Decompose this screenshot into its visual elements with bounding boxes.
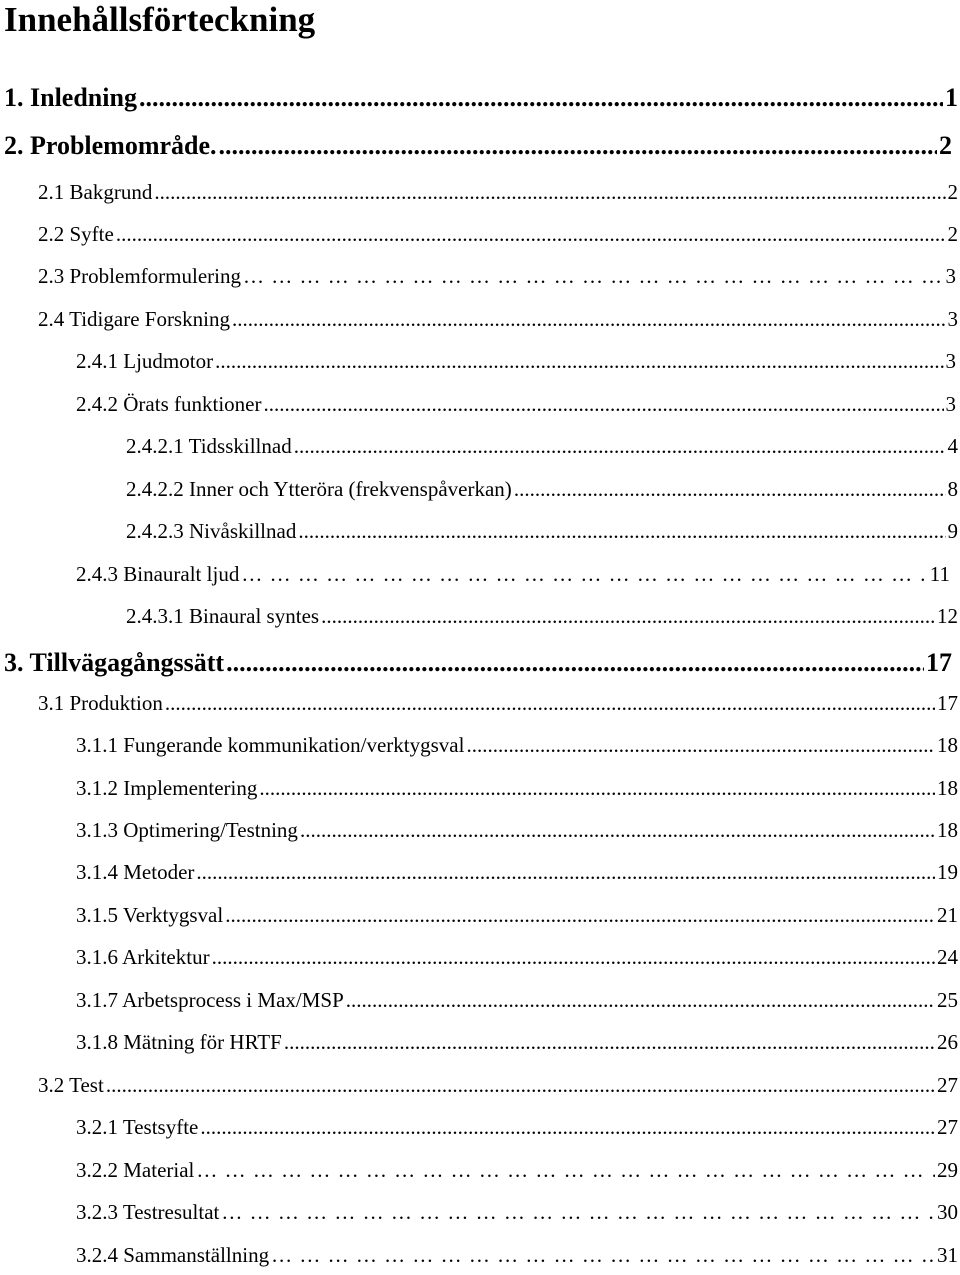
toc-entry-label: 2.4.1 Ljudmotor: [76, 349, 214, 373]
toc-entry-label: 2.3 Problemformulering: [38, 264, 241, 288]
toc-entry[interactable]: [38, 304, 958, 334]
toc-entry[interactable]: [76, 1197, 958, 1227]
toc-entry-label: 3.2 Test: [38, 1073, 104, 1097]
toc-entry[interactable]: [126, 474, 958, 504]
toc-entry-label: 3.2.1 Testsyfte: [76, 1115, 199, 1139]
toc-entry-label: 3. Tillvägagångssätt: [4, 648, 225, 677]
dot-leader: [226, 645, 924, 681]
dot-leader: [346, 985, 935, 1015]
dot-leader: [300, 815, 935, 845]
toc-entry-page-number: 8: [947, 477, 958, 501]
toc-entry-page-number: 3: [945, 264, 956, 288]
dot-leader: [294, 431, 946, 461]
toc-entry-label: 2.4.2.3 Nivåskillnad: [126, 519, 297, 543]
toc-entry[interactable]: [4, 80, 958, 116]
dot-leader: [221, 1197, 935, 1227]
dot-leader: [243, 261, 944, 291]
toc-entry-page-number: 3: [947, 307, 958, 331]
toc-entry-page-number: 19: [937, 860, 958, 884]
toc-entry[interactable]: [76, 389, 956, 419]
toc-entry-label: 3.1.4 Metoder: [76, 860, 195, 884]
toc-entry[interactable]: [76, 346, 956, 376]
toc-entry-page-number: 2: [947, 222, 958, 246]
toc-entry[interactable]: [38, 219, 958, 249]
toc-entry-page-number: 11: [929, 562, 950, 586]
toc-entry-label: 3.1.2 Implementering: [76, 776, 258, 800]
toc-entry[interactable]: [4, 645, 952, 681]
dot-leader: [215, 346, 943, 376]
toc-entry-label: 2.4 Tidigare Forskning: [38, 307, 230, 331]
toc-entry-label: 3.1.1 Fungerande kommunikation/verktygsval: [76, 733, 465, 757]
toc-entry[interactable]: [38, 1070, 958, 1100]
dot-leader: [225, 900, 935, 930]
toc-entry-page-number: 31: [937, 1243, 958, 1267]
toc-entry-page-number: 18: [937, 776, 958, 800]
toc-entry-label: 3.2.4 Sammanställning: [76, 1243, 270, 1267]
toc-entry-page-number: 9: [947, 519, 958, 543]
toc-entry[interactable]: [76, 1112, 958, 1142]
toc-entry-page-number: 25: [937, 988, 958, 1012]
toc-entry[interactable]: [38, 177, 958, 207]
toc-entry-page-number: 2: [947, 180, 958, 204]
toc-entry[interactable]: [38, 261, 956, 291]
dot-leader: [106, 1070, 935, 1100]
toc-entry[interactable]: [4, 128, 952, 164]
dot-leader: [196, 1155, 935, 1185]
toc-entry-page-number: 27: [937, 1115, 958, 1139]
dot-leader: [116, 219, 946, 249]
toc-entry-label: 3.1.3 Optimering/Testning: [76, 818, 298, 842]
toc-entry-page-number: 2: [939, 131, 952, 160]
toc-entry-page-number: 26: [937, 1030, 958, 1054]
toc-entry-page-number: 18: [937, 733, 958, 757]
toc-entry-label: 2. Problemområde.: [4, 131, 217, 160]
dot-leader: [284, 1027, 935, 1057]
toc-entry-page-number: 12: [937, 604, 958, 628]
toc-entry-label: 3.2.3 Testresultat: [76, 1200, 220, 1224]
toc-entry-label: 3.1.8 Mätning för HRTF: [76, 1030, 282, 1054]
dot-leader: [139, 80, 943, 116]
toc-entry-label: 2.4.3.1 Binaural syntes: [126, 604, 320, 628]
toc-entry-label: 3.2.2 Material: [76, 1158, 195, 1182]
toc-entry[interactable]: [126, 431, 958, 461]
toc-entry[interactable]: [76, 773, 958, 803]
toc-entry-label: 2.4.2.2 Inner och Ytteröra (frekvenspåverkan): [126, 477, 512, 501]
toc-entry[interactable]: [76, 1240, 958, 1270]
toc-entry-page-number: 3: [945, 349, 956, 373]
toc-entry-label: 3.1 Produktion: [38, 691, 163, 715]
toc-entry[interactable]: [76, 559, 950, 589]
dot-leader: [466, 730, 935, 760]
dot-leader: [200, 1112, 935, 1142]
toc-entry[interactable]: [76, 857, 958, 887]
toc-entry-label: 2.4.2 Örats funktioner: [76, 392, 262, 416]
toc-entry-page-number: 17: [937, 691, 958, 715]
dot-leader: [232, 304, 946, 334]
toc-entry[interactable]: [76, 815, 958, 845]
dot-leader: [321, 601, 935, 631]
toc-entry-page-number: 3: [945, 392, 956, 416]
dot-leader: [259, 773, 935, 803]
toc-entry-label: 2.1 Bakgrund: [38, 180, 153, 204]
toc-entry[interactable]: [76, 942, 958, 972]
toc-entry-page-number: 21: [937, 903, 958, 927]
dot-leader: [298, 516, 945, 546]
dot-leader: [165, 688, 935, 718]
toc-entry-page-number: 1: [945, 83, 958, 112]
dot-leader: [263, 389, 943, 419]
page-title: Innehållsförteckning: [4, 0, 316, 39]
toc-entry-page-number: 4: [947, 434, 958, 458]
toc-entry-label: 2.4.3 Binauralt ljud: [76, 562, 240, 586]
toc-entry-page-number: 29: [937, 1158, 958, 1182]
toc-entry-label: 3.1.7 Arbetsprocess i Max/MSP: [76, 988, 344, 1012]
toc-entry[interactable]: [76, 900, 958, 930]
toc-entry-page-number: 24: [937, 945, 958, 969]
toc-entry[interactable]: [76, 1155, 958, 1185]
dot-leader: [241, 559, 927, 589]
dot-leader: [212, 942, 935, 972]
dot-leader: [196, 857, 935, 887]
dot-leader: [219, 128, 937, 164]
toc-entry-page-number: 18: [937, 818, 958, 842]
toc-entry[interactable]: [126, 601, 958, 631]
toc-entry-label: 1. Inledning: [4, 83, 137, 112]
dot-leader: [514, 474, 946, 504]
dot-leader: [154, 177, 945, 207]
toc-entry-page-number: 27: [937, 1073, 958, 1097]
toc-entry[interactable]: [126, 516, 958, 546]
dot-leader: [271, 1240, 935, 1270]
toc-entry-label: 2.2 Syfte: [38, 222, 114, 246]
toc-entry[interactable]: [76, 985, 958, 1015]
toc-entry[interactable]: [38, 688, 958, 718]
toc-entry-page-number: 30: [937, 1200, 958, 1224]
toc-entry-label: 3.1.6 Arkitektur: [76, 945, 210, 969]
toc-entry-label: 2.4.2.1 Tidsskillnad: [126, 434, 292, 458]
toc-entry[interactable]: [76, 730, 958, 760]
toc-entry-page-number: 17: [926, 648, 952, 677]
toc-entry[interactable]: [76, 1027, 958, 1057]
toc-entry-label: 3.1.5 Verktygsval: [76, 903, 224, 927]
